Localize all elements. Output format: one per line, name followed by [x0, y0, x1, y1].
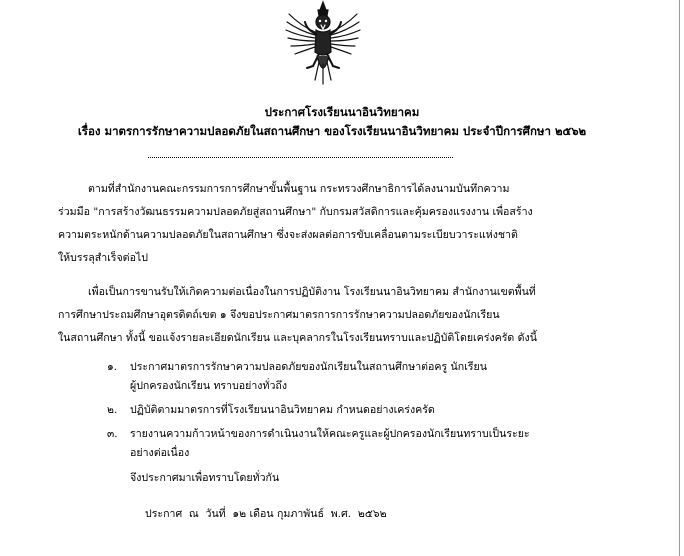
list-item-number: ๑. — [107, 361, 118, 373]
list-item-line: ปฏิบัติตามมาตรการที่โรงเรียนนาอินวิทยาคม กำหนดอย่างเคร่งครัด — [130, 404, 435, 416]
paragraph-1-line: ความตระหนักด้านความปลอดภัยในสถานศึกษา ซึ่งจะส่งผลต่อการขับเคลื่อนตามระเบียบวาระแห่งชาติ — [58, 229, 518, 241]
paragraph-2 — [58, 281, 537, 350]
list-item-line: รายงานความก้าวหน้าของการดำเนินงานให้คณะครูและผู้ปกครองนักเรียนทราบเป็นระยะ — [130, 428, 530, 440]
list-item-text — [130, 425, 530, 463]
list-item-text — [130, 401, 435, 420]
dateline: ประกาศ ณ วันที่ ๑๒ เดือน กุมภาพันธ์ พ.ศ. ๒๕๖๒ — [145, 508, 387, 520]
measures-list — [107, 358, 530, 463]
garuda-emblem-icon — [283, 0, 363, 86]
closing-statement: จึงประกาศมาเพื่อทราบโดยทั่วกัน — [130, 472, 280, 484]
paragraph-1-line: ให้บรรลุสำเร็จต่อไป — [58, 252, 148, 264]
announcement-title: ประกาศโรงเรียนนาอินวิทยาคม — [264, 105, 420, 119]
announcement-subject: เรื่อง มาตรการรักษาความปลอดภัยในสถานศึกษา ของโรงเรียนนาอินวิทยาคม ประจำปีการศึกษา ๒๕๖๒ — [77, 124, 587, 138]
paragraph-1 — [58, 178, 533, 270]
list-item-line: อย่างต่อเนื่อง — [130, 447, 190, 459]
list-item — [107, 358, 530, 396]
paragraph-2-line: ในสถานศึกษา ทั้งนี้ ขอแจ้งรายละเอียดนักเรียน และบุคลากรในโรงเรียนทราบและปฏิบัติโดยเคร่งครัด ดังนี้ — [58, 332, 537, 344]
list-item-text — [130, 358, 487, 396]
list-item — [107, 425, 530, 463]
paragraph-1-line: ร่วมมือ "การสร้างวัฒนธรรมความปลอดภัยสู่สถานศึกษา" กับกรมสวัสดิการและคุ้มครองแรงงาน เพื่อสร้าง — [58, 206, 533, 218]
list-item-number: ๓. — [107, 428, 118, 440]
page-right-border — [679, 0, 680, 556]
list-item-line: ประกาศมาตรการรักษาความปลอดภัยของนักเรียนในสถานศึกษาต่อครู นักเรียน — [130, 361, 487, 373]
paragraph-1-line: ตามที่สำนักงานคณะกรรมการการศึกษาขั้นพื้นฐาน กระทรวงศึกษาธิการได้ลงนามบันทึกความ — [88, 183, 510, 195]
list-item-number: ๒. — [107, 404, 118, 416]
list-item — [107, 401, 530, 420]
paragraph-2-line: การศึกษาประถมศึกษาอุตรดิตถ์เขต ๑ จึงขอประกาศมาตรการการรักษาความปลอดภัยของนักเรียน — [58, 309, 500, 321]
paragraph-2-line: เพื่อเป็นการขานรับให้เกิดความต่อเนื่องในการปฏิบัติงาน โรงเรียนนาอินวิทยาคม สำนักงานเขตพื้นที่ — [88, 286, 536, 298]
dotted-divider — [148, 157, 453, 158]
list-item-line: ผู้ปกครองนักเรียน ทราบอย่างทั่วถึง — [130, 380, 287, 392]
